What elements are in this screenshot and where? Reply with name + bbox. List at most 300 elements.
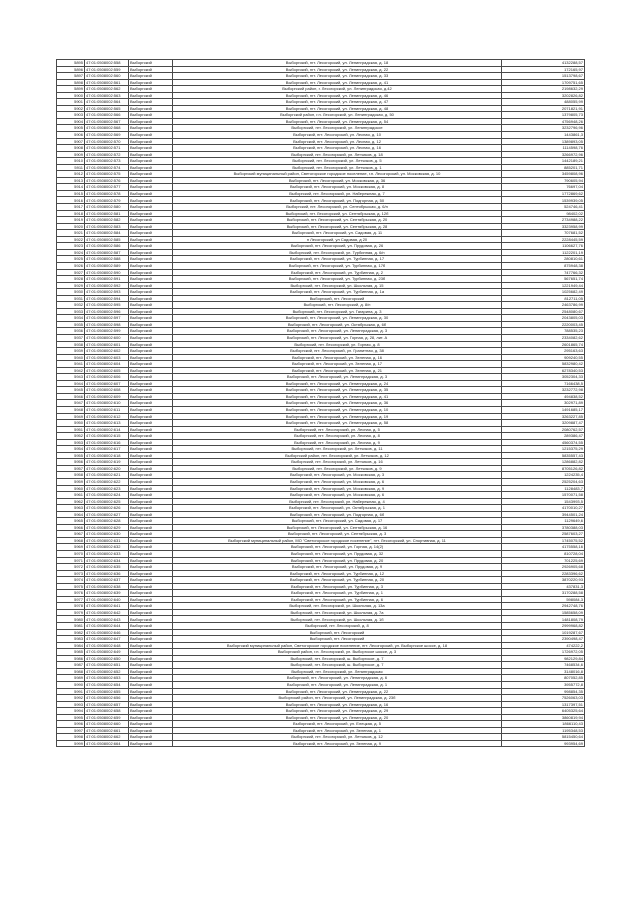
cadastral-number-cell: 47:01:0508002:657 bbox=[85, 701, 129, 708]
address-cell: Выборгский район, г. Лесогорский, ул. Ленинградская, д.42 bbox=[173, 86, 502, 93]
cadastral-value-table bbox=[56, 59, 585, 747]
address-cell: Выборгский, пгт. Лесогорский, ул. Летчиков, д. 9 bbox=[173, 465, 502, 472]
cadastral-number-cell: 47:01:0508002:560 bbox=[85, 73, 129, 80]
cadastral-number-cell: 47:01:0508002:589 bbox=[85, 262, 129, 269]
district-cell: Выборгский bbox=[129, 145, 173, 152]
cadastral-number-cell: 47:01:0508002:588 bbox=[85, 256, 129, 263]
cadastral-number-cell: 47:01:0508002:575 bbox=[85, 171, 129, 178]
row-number-cell: 5984 bbox=[57, 642, 85, 649]
row-number-cell: 5908 bbox=[57, 145, 85, 152]
district-cell: Выборгский bbox=[129, 132, 173, 139]
row-number-cell: 5960 bbox=[57, 485, 85, 492]
row-number-cell: 5986 bbox=[57, 655, 85, 662]
address-cell: Выборгский, пгт. Лесогорский, ул. Лесная, д. 12 bbox=[173, 138, 502, 145]
row-number-cell: 5953 bbox=[57, 439, 85, 446]
cadastral-number-cell: 47:01:0508002:629 bbox=[85, 524, 129, 531]
row-number-cell: 5993 bbox=[57, 701, 85, 708]
cadastral-number-cell: 47:01:0508002:623 bbox=[85, 485, 129, 492]
address-cell: Выборгский, пгт. Лесогорский, ул. Подгорная, д. 6б bbox=[173, 511, 502, 518]
cadastral-value-cell: 172165,97 bbox=[502, 66, 585, 73]
district-cell: Выборгский bbox=[129, 511, 173, 518]
row-number-cell: 5955 bbox=[57, 452, 85, 459]
cadastral-number-cell: 47:01:0508002:644 bbox=[85, 623, 129, 630]
cadastral-number-cell: 47:01:0508002:587 bbox=[85, 249, 129, 256]
cadastral-value-cell: 1317397,51 bbox=[502, 701, 585, 708]
district-cell: Выборгский bbox=[129, 439, 173, 446]
address-cell: Выборгский, пгт. Лесогорский, ул. Зеленая, д. 9 bbox=[173, 740, 502, 747]
address-cell: Выборгский, пгт. Лесогорский, ул. Летчиков, д. 1 bbox=[173, 164, 502, 171]
cadastral-value-cell: 998854,35 bbox=[502, 688, 585, 695]
row-number-cell: 5933 bbox=[57, 308, 85, 315]
district-cell: Выборгский bbox=[129, 138, 173, 145]
address-cell: Выборгский, пгт. Лесогорский, ул. Московская, д. 8 bbox=[173, 184, 502, 191]
cadastral-number-cell: 47:01:0508002:646 bbox=[85, 629, 129, 636]
cadastral-value-cell: 2942748,76 bbox=[502, 603, 585, 610]
cadastral-number-cell: 47:01:0508002:642 bbox=[85, 609, 129, 616]
row-number-cell: 5896 bbox=[57, 66, 85, 73]
district-cell: Выборгский bbox=[129, 282, 173, 289]
cadastral-number-cell: 47:01:0508002:656 bbox=[85, 695, 129, 702]
address-cell: Выборгский, пгт. Лесогорский, ул. Октябрьская, д. 6б bbox=[173, 321, 502, 328]
cadastral-value-cell: 1513798,67 bbox=[502, 73, 585, 80]
address-cell: Выборгский район, г.п. Лесогорский, ул. Ленинградская, д. 50 bbox=[173, 112, 502, 119]
cadastral-number-cell: 47:01:0508002:621 bbox=[85, 472, 129, 479]
cadastral-value-cell: 494838,52 bbox=[502, 393, 585, 400]
district-cell: Выборгский bbox=[129, 66, 173, 73]
address-cell: Выборгский, пгт. Лесогорский, ул. Турбинная, д. 17 bbox=[173, 256, 502, 263]
address-cell: Выборгский, пгт. Лесогорский, ул. Зеленая, д. 17 bbox=[173, 361, 502, 368]
row-number-cell: 5967 bbox=[57, 531, 85, 538]
cadastral-value-cell: 7526063,03 bbox=[502, 695, 585, 702]
district-cell: Выборгский bbox=[129, 492, 173, 499]
registry-page bbox=[56, 59, 584, 747]
cadastral-number-cell: 47:01:0508002:650 bbox=[85, 655, 129, 662]
cadastral-number-cell: 47:01:0508002:610 bbox=[85, 400, 129, 407]
district-cell: Выборгский bbox=[129, 485, 173, 492]
cadastral-value-cell: 6278340,53 bbox=[502, 367, 585, 374]
cadastral-value-cell: 2548080,67 bbox=[502, 308, 585, 315]
cadastral-value-cell: 5832980,42 bbox=[502, 361, 585, 368]
cadastral-value-cell: 4756948,26 bbox=[502, 118, 585, 125]
district-cell: Выборгский bbox=[129, 721, 173, 728]
address-cell: Выборгский, пгт. Лесогорский, ул. Турбинная, д. 1а bbox=[173, 289, 502, 296]
cadastral-value-cell: 909240,55 bbox=[502, 354, 585, 361]
address-cell: Выборгский, пгт. Лесогорский, ул. Школьная, д. 1б bbox=[173, 616, 502, 623]
cadastral-value-cell: 3052304,33 bbox=[502, 374, 585, 381]
row-number-cell: 5962 bbox=[57, 498, 85, 505]
cadastral-number-cell: 47:01:0508002:625 bbox=[85, 498, 129, 505]
cadastral-value-cell: 3202826,82 bbox=[502, 92, 585, 99]
district-cell: Выборгский bbox=[129, 616, 173, 623]
cadastral-value-cell: 474222,2 bbox=[502, 642, 585, 649]
cadastral-number-cell: 47:01:0508002:640 bbox=[85, 596, 129, 603]
row-number-cell: 5936 bbox=[57, 328, 85, 335]
cadastral-value-cell: 2080762,57 bbox=[502, 426, 585, 433]
cadastral-value-cell: 302971,89 bbox=[502, 400, 585, 407]
address-cell: Выборгский, пгт. Лесогорский, ул. Турбинная, д. 6 bbox=[173, 596, 502, 603]
district-cell: Выборгский bbox=[129, 426, 173, 433]
address-cell: Выборгский, пгт. Лесогорский, ул. Прудовая, д. 20 bbox=[173, 557, 502, 564]
row-number-cell: 5949 bbox=[57, 413, 85, 420]
district-cell: Выборгский bbox=[129, 570, 173, 577]
address-cell: Выборгский, пгт. Лесогорский, д. 8 bbox=[173, 623, 502, 630]
district-cell: Выборгский bbox=[129, 734, 173, 741]
cadastral-number-cell: 47:01:0508002:648 bbox=[85, 642, 129, 649]
cadastral-value-cell: 2334082,62 bbox=[502, 334, 585, 341]
address-cell: Выборгский, пгт. Лесогорский, ул. Сентябрьская, д. 12б bbox=[173, 210, 502, 217]
address-cell: Выборгский муниципальный район, Светогорское городское поселение, пгт. Лесогорский, ул. Выборгское шоссе, д. 18 bbox=[173, 642, 502, 649]
district-cell: Выборгский bbox=[129, 714, 173, 721]
row-number-cell: 5990 bbox=[57, 681, 85, 688]
cadastral-value-cell: 2926905,68 bbox=[502, 564, 585, 571]
cadastral-value-cell: 567651,74 bbox=[502, 276, 585, 283]
row-number-cell: 5902 bbox=[57, 105, 85, 112]
row-number-cell: 5965 bbox=[57, 518, 85, 525]
address-cell: Выборгский, пгт. Лесогорский, ул. Ленинградская, д. 41 bbox=[173, 79, 502, 86]
cadastral-number-cell: 47:01:0508002:571 bbox=[85, 145, 129, 152]
cadastral-value-cell: 3323958,99 bbox=[502, 223, 585, 230]
cadastral-number-cell: 47:01:0508002:607 bbox=[85, 380, 129, 387]
cadastral-number-cell: 47:01:0508002:637 bbox=[85, 577, 129, 584]
cadastral-value-cell: 1129649,6 bbox=[502, 518, 585, 525]
cadastral-number-cell: 47:01:0508002:631 bbox=[85, 537, 129, 544]
row-number-cell: 5934 bbox=[57, 315, 85, 322]
row-number-cell: 5969 bbox=[57, 544, 85, 551]
district-cell: Выборгский bbox=[129, 642, 173, 649]
address-cell: Выборгский, пгт. Лесогорский, д. 8/п bbox=[173, 302, 502, 309]
district-cell: Выборгский bbox=[129, 557, 173, 564]
cadastral-value-cell: 1726972,05 bbox=[502, 649, 585, 656]
address-cell: Выборгский, пгт. Лесогорский, ул. Турбинная, д. 23б bbox=[173, 276, 502, 283]
address-cell: Выборгский, пгт. Лесогорский, ул. Горная, д. 8 bbox=[173, 341, 502, 348]
district-cell: Выборгский bbox=[129, 472, 173, 479]
district-cell: Выборгский bbox=[129, 243, 173, 250]
district-cell: Выборгский bbox=[129, 452, 173, 459]
address-cell: Выборгский, пгт. Лесогорский, ул. Московская, д. 6 bbox=[173, 492, 502, 499]
address-cell: Выборгский, пгт. Лесогорский, ул. Подгорная, д. 50 bbox=[173, 197, 502, 204]
address-cell: Выборгский, пгт. Лесогорский, ул. Ленинградская, д. 10 bbox=[173, 406, 502, 413]
district-cell: Выборгский bbox=[129, 249, 173, 256]
district-cell: Выборгский bbox=[129, 374, 173, 381]
district-cell: Выборгский bbox=[129, 86, 173, 93]
cadastral-number-cell: 47:01:0508002:619 bbox=[85, 459, 129, 466]
cadastral-number-cell: 47:01:0508002:591 bbox=[85, 276, 129, 283]
district-cell: Выборгский bbox=[129, 459, 173, 466]
address-cell: Выборгский, пгт. Лесогорский, ул. Ленинградская, д. 20 bbox=[173, 714, 502, 721]
district-cell: Выборгский bbox=[129, 649, 173, 656]
cadastral-number-cell: 47:01:0508002:624 bbox=[85, 492, 129, 499]
row-number-cell: 5897 bbox=[57, 73, 85, 80]
cadastral-number-cell: 47:01:0508002:596 bbox=[85, 308, 129, 315]
district-cell: Выборгский bbox=[129, 577, 173, 584]
cadastral-number-cell: 47:01:0508002:622 bbox=[85, 479, 129, 486]
district-cell: Выборгский bbox=[129, 623, 173, 630]
address-cell: Выборгский, пгт. Лесогорский, ул. Лесная, д. 10 bbox=[173, 132, 502, 139]
cadastral-number-cell: 47:01:0508002:592 bbox=[85, 282, 129, 289]
cadastral-value-cell: 1772869,62 bbox=[502, 190, 585, 197]
cadastral-value-cell: 4560374,55 bbox=[502, 439, 585, 446]
cadastral-number-cell: 47:01:0508002:593 bbox=[85, 289, 129, 296]
address-cell: Выборгский, пгт. Лесогорский, ул. Сентябрьская, д. 28 bbox=[173, 223, 502, 230]
cadastral-value-cell: 1481808,79 bbox=[502, 616, 585, 623]
address-cell: Выборгский, пгт. Лесогорский, ул. Ленинградская, д. 6 bbox=[173, 675, 502, 682]
cadastral-number-cell: 47:01:0508002:605 bbox=[85, 367, 129, 374]
cadastral-number-cell: 47:01:0508002:632 bbox=[85, 544, 129, 551]
row-number-cell: 5939 bbox=[57, 348, 85, 355]
row-number-cell: 5914 bbox=[57, 184, 85, 191]
address-cell: Выборгский, пгт. Лесогорский, ул. Школьная, д. 15 bbox=[173, 282, 502, 289]
district-cell: Выборгский bbox=[129, 164, 173, 171]
row-number-cell: 5978 bbox=[57, 603, 85, 610]
cadastral-number-cell: 47:01:0508002:655 bbox=[85, 688, 129, 695]
address-cell: Выборгский, пгт. Лесогорский, ул. Турбинная, д. 6/п bbox=[173, 249, 502, 256]
address-cell: Выборгский, пгт. Лесогорский, ул. Московская, д. 6 bbox=[173, 479, 502, 486]
row-number-cell: 5941 bbox=[57, 361, 85, 368]
district-cell: Выборгский bbox=[129, 295, 173, 302]
cadastral-value-cell: 885201,71 bbox=[502, 164, 585, 171]
district-cell: Выборгский bbox=[129, 315, 173, 322]
cadastral-number-cell: 47:01:0508002:659 bbox=[85, 714, 129, 721]
cadastral-number-cell: 47:01:0508002:563 bbox=[85, 92, 129, 99]
row-number-cell: 5929 bbox=[57, 282, 85, 289]
row-number-cell: 5948 bbox=[57, 406, 85, 413]
row-number-cell: 5913 bbox=[57, 177, 85, 184]
address-cell: Выборгский, пгт. Лесогорский, ул. Ленинградская, д. 22 bbox=[173, 688, 502, 695]
district-cell: Выборгский bbox=[129, 341, 173, 348]
address-cell: Выборгский, пгт. Лесогорский, ул. Ленинградская, д. 3 bbox=[173, 374, 502, 381]
address-cell: Выборгский, пгт. Лесогорский, ул. Сентябрьская, д. 3 bbox=[173, 531, 502, 538]
district-cell: Выборгский bbox=[129, 537, 173, 544]
row-number-cell: 5920 bbox=[57, 223, 85, 230]
cadastral-value-cell: 2587603,27 bbox=[502, 531, 585, 538]
district-cell: Выборгский bbox=[129, 158, 173, 165]
district-cell: Выборгский bbox=[129, 564, 173, 571]
address-cell: Выборгский, пгт. Лесогорский bbox=[173, 629, 502, 636]
district-cell: Выборгский bbox=[129, 262, 173, 269]
cadastral-number-cell: 47:01:0508002:580 bbox=[85, 204, 129, 211]
cadastral-value-cell: 437831,3 bbox=[502, 583, 585, 590]
cadastral-number-cell: 47:01:0508002:577 bbox=[85, 184, 129, 191]
cadastral-number-cell: 47:01:0508002:633 bbox=[85, 551, 129, 558]
district-cell: Выборгский bbox=[129, 118, 173, 125]
cadastral-number-cell: 47:01:0508002:573 bbox=[85, 158, 129, 165]
cadastral-number-cell: 47:01:0508002:599 bbox=[85, 328, 129, 335]
row-number-cell: 5895 bbox=[57, 60, 85, 67]
district-cell: Выборгский bbox=[129, 740, 173, 747]
cadastral-number-cell: 47:01:0508002:565 bbox=[85, 105, 129, 112]
cadastral-number-cell: 47:01:0508002:627 bbox=[85, 511, 129, 518]
cadastral-value-cell: 4132288,57 bbox=[502, 60, 585, 67]
district-cell: Выборгский bbox=[129, 675, 173, 682]
address-cell: Выборгский, пгт. Лесогорский, ул. Летчиков, д. 12 bbox=[173, 734, 502, 741]
row-number-cell: 5938 bbox=[57, 341, 85, 348]
cadastral-value-cell: 2283396,62 bbox=[502, 570, 585, 577]
cadastral-number-cell: 47:01:0508002:585 bbox=[85, 236, 129, 243]
cadastral-value-cell: 4175558,16 bbox=[502, 544, 585, 551]
address-cell: Выборгский, пгт. Лесогорский, ш. Выборгское, д. 7 bbox=[173, 655, 502, 662]
cadastral-number-cell: 47:01:0508002:630 bbox=[85, 531, 129, 538]
cadastral-number-cell: 47:01:0508002:649 bbox=[85, 649, 129, 656]
row-number-cell: 5979 bbox=[57, 609, 85, 616]
cadastral-value-cell: 2198632,29 bbox=[502, 86, 585, 93]
row-number-cell: 5983 bbox=[57, 636, 85, 643]
row-number-cell: 5943 bbox=[57, 374, 85, 381]
cadastral-value-cell: 1379805,73 bbox=[502, 112, 585, 119]
district-cell: Выборгский bbox=[129, 361, 173, 368]
cadastral-value-cell: 1224235,4 bbox=[502, 472, 585, 479]
district-cell: Выборгский bbox=[129, 223, 173, 230]
table-row bbox=[57, 740, 585, 747]
row-number-cell: 5945 bbox=[57, 387, 85, 394]
row-number-cell: 5909 bbox=[57, 151, 85, 158]
address-cell: Выборгский, пгт. Лесогорский, ул. Турбинная, д. 1 bbox=[173, 590, 502, 597]
address-cell: Выборгский, пгт. Лесогорский, ул. Ленинградская, д. 47 bbox=[173, 99, 502, 106]
cadastral-number-cell: 47:01:0508002:613 bbox=[85, 420, 129, 427]
district-cell: Выборгский bbox=[129, 321, 173, 328]
address-cell: Выборгский, пгт. Лесогорский, ул. Ленинградская, д. 16 bbox=[173, 701, 502, 708]
district-cell: Выборгский bbox=[129, 92, 173, 99]
cadastral-number-cell: 47:01:0508002:611 bbox=[85, 406, 129, 413]
address-cell: Выборгский, пгт. Лесогорский, ул. Турбинная, д. 17б bbox=[173, 262, 502, 269]
cadastral-number-cell: 47:01:0508002:581 bbox=[85, 210, 129, 217]
address-cell: Выборгский, пгт. Лесогорский, ул. Прудовая, д. 26 bbox=[173, 243, 502, 250]
cadastral-number-cell: 47:01:0508002:641 bbox=[85, 603, 129, 610]
row-number-cell: 5918 bbox=[57, 210, 85, 217]
address-cell: Выборгский, пгт. Лесогорский, ул. Прудовая, д. 32 bbox=[173, 551, 502, 558]
row-number-cell: 5916 bbox=[57, 197, 85, 204]
cadastral-number-cell: 47:01:0508002:618 bbox=[85, 452, 129, 459]
district-cell: Выборгский bbox=[129, 393, 173, 400]
row-number-cell: 5999 bbox=[57, 740, 85, 747]
district-cell: Выборгский bbox=[129, 544, 173, 551]
cadastral-value-cell: 875948,38 bbox=[502, 262, 585, 269]
row-number-cell: 5970 bbox=[57, 551, 85, 558]
district-cell: Выборгский bbox=[129, 465, 173, 472]
row-number-cell: 5989 bbox=[57, 675, 85, 682]
row-number-cell: 5921 bbox=[57, 230, 85, 237]
row-number-cell: 5900 bbox=[57, 92, 85, 99]
row-number-cell: 5922 bbox=[57, 236, 85, 243]
cadastral-value-cell: 488055,99 bbox=[502, 99, 585, 106]
cadastral-value-cell: 598084,3 bbox=[502, 596, 585, 603]
address-cell: Выборгский, пгт. Лесогорский bbox=[173, 295, 502, 302]
address-cell: Выборгский, пгт. Лесогорский, ул. Сентябрьская, д. 16 bbox=[173, 524, 502, 531]
cadastral-value-cell: 524746,41 bbox=[502, 204, 585, 211]
cadastral-number-cell: 47:01:0508002:636 bbox=[85, 570, 129, 577]
cadastral-number-cell: 47:01:0508002:628 bbox=[85, 518, 129, 525]
cadastral-value-cell: 1491685,17 bbox=[502, 406, 585, 413]
district-cell: Выборгский bbox=[129, 230, 173, 237]
row-number-cell: 5987 bbox=[57, 662, 85, 669]
district-cell: Выборгский bbox=[129, 433, 173, 440]
cadastral-number-cell: 47:01:0508002:620 bbox=[85, 465, 129, 472]
cadastral-number-cell: 47:01:0508002:566 bbox=[85, 112, 129, 119]
cadastral-value-cell: 3944501,24 bbox=[502, 511, 585, 518]
district-cell: Выборгский bbox=[129, 518, 173, 525]
district-cell: Выборгский bbox=[129, 688, 173, 695]
cadastral-number-cell: 47:01:0508002:651 bbox=[85, 662, 129, 669]
address-cell: Выборгский, пгт. Лесогорский, ул. Горная, д. 14(2) bbox=[173, 544, 502, 551]
district-cell: Выборгский bbox=[129, 636, 173, 643]
cadastral-number-cell: 47:01:0508002:558 bbox=[85, 60, 129, 67]
cadastral-number-cell: 47:01:0508002:609 bbox=[85, 393, 129, 400]
district-cell: Выборгский bbox=[129, 308, 173, 315]
district-cell: Выборгский bbox=[129, 380, 173, 387]
district-cell: Выборгский bbox=[129, 603, 173, 610]
cadastral-value-cell: 701225,69 bbox=[502, 557, 585, 564]
cadastral-number-cell: 47:01:0508002:617 bbox=[85, 446, 129, 453]
cadastral-value-cell: 3232796,96 bbox=[502, 125, 585, 132]
row-number-cell: 5977 bbox=[57, 596, 85, 603]
address-cell: Выборгский муниципальный район, МО "Светогорское городское поселение", пгт. Лесогорский, ул. Спортивная, д. 11 bbox=[173, 537, 502, 544]
district-cell: Выборгский bbox=[129, 112, 173, 119]
district-cell: Выборгский bbox=[129, 354, 173, 361]
row-number-cell: 5996 bbox=[57, 721, 85, 728]
district-cell: Выборгский bbox=[129, 695, 173, 702]
district-cell: Выборгский bbox=[129, 400, 173, 407]
cadastral-value-cell: 982129,84 bbox=[502, 655, 585, 662]
cadastral-number-cell: 47:01:0508002:569 bbox=[85, 132, 129, 139]
cadastral-number-cell: 47:01:0508002:578 bbox=[85, 190, 129, 197]
address-cell: Выборгский, пгт. Лесогорский, ул. Ленинградская, д. 19 bbox=[173, 413, 502, 420]
cadastral-number-cell: 47:01:0508002:564 bbox=[85, 99, 129, 106]
address-cell: Выборгский, пгт. Лесогорский, ул. Школьная, д. 13а bbox=[173, 603, 502, 610]
cadastral-value-cell: 1106627,76 bbox=[502, 243, 585, 250]
cadastral-number-cell: 47:01:0508002:572 bbox=[85, 151, 129, 158]
cadastral-number-cell: 47:01:0508002:661 bbox=[85, 727, 129, 734]
cadastral-number-cell: 47:01:0508002:594 bbox=[85, 295, 129, 302]
cadastral-number-cell: 47:01:0508002:574 bbox=[85, 164, 129, 171]
row-number-cell: 5985 bbox=[57, 649, 85, 656]
row-number-cell: 5937 bbox=[57, 334, 85, 341]
address-cell: Выборгский, пгт. Лесогорский, ул. Прудовая, д. 9 bbox=[173, 564, 502, 571]
address-cell: Выборгский, пгт. Лесогорский bbox=[173, 636, 502, 643]
cadastral-value-cell: 1215375,29 bbox=[502, 446, 585, 453]
cadastral-value-cell: 2463786,99 bbox=[502, 302, 585, 309]
address-cell: Выборгский, пгт. Лесогорский, ул. Зеленая, д. 16 bbox=[173, 354, 502, 361]
address-cell: Выборгский, пгт. Лесогорский, ул. Ленинградская, д. 24 bbox=[173, 380, 502, 387]
row-number-cell: 5980 bbox=[57, 616, 85, 623]
address-cell: Выборгский, пгт. Лесогорский, ул. Набережная, д. 4 bbox=[173, 498, 502, 505]
address-cell: Выборгский, пгт. Лесогорский, ул. Ленинградская, д. 46 bbox=[173, 92, 502, 99]
cadastral-value-cell: 2390498,47 bbox=[502, 636, 585, 643]
cadastral-number-cell: 47:01:0508002:604 bbox=[85, 361, 129, 368]
row-number-cell: 5919 bbox=[57, 217, 85, 224]
row-number-cell: 5926 bbox=[57, 262, 85, 269]
address-cell: Выборгский, пгт. Лесогорский, ул. Турбинная, д. 12 bbox=[173, 570, 502, 577]
district-cell: Выборгский bbox=[129, 446, 173, 453]
cadastral-value-cell: 1543993,5 bbox=[502, 498, 585, 505]
address-cell: Выборгский, пгт. Лесогорский, ул. Ленинградская, д. 3 bbox=[173, 328, 502, 335]
address-cell: Выборгский, пгт. Лесогорский, ул. Ленинградская, д. 1 bbox=[173, 681, 502, 688]
address-cell: Выборгский, пгт. Лесогорский, ул. Летчиков, д. 5 bbox=[173, 158, 502, 165]
district-cell: Выборгский bbox=[129, 256, 173, 263]
cadastral-number-cell: 47:01:0508002:662 bbox=[85, 734, 129, 741]
cadastral-number-cell: 47:01:0508002:576 bbox=[85, 177, 129, 184]
district-cell: Выборгский bbox=[129, 177, 173, 184]
row-number-cell: 5924 bbox=[57, 249, 85, 256]
address-cell: Выборгский, пгт. Лесогорский, ул. Зеленая, д. 21 bbox=[173, 367, 502, 374]
cadastral-number-cell: 47:01:0508002:598 bbox=[85, 321, 129, 328]
row-number-cell: 5915 bbox=[57, 190, 85, 197]
cadastral-number-cell: 47:01:0508002:562 bbox=[85, 86, 129, 93]
cadastral-number-cell: 47:01:0508002:602 bbox=[85, 348, 129, 355]
district-cell: Выборгский bbox=[129, 210, 173, 217]
row-number-cell: 5932 bbox=[57, 302, 85, 309]
district-cell: Выборгский bbox=[129, 73, 173, 80]
row-number-cell: 5976 bbox=[57, 590, 85, 597]
district-cell: Выборгский bbox=[129, 387, 173, 394]
